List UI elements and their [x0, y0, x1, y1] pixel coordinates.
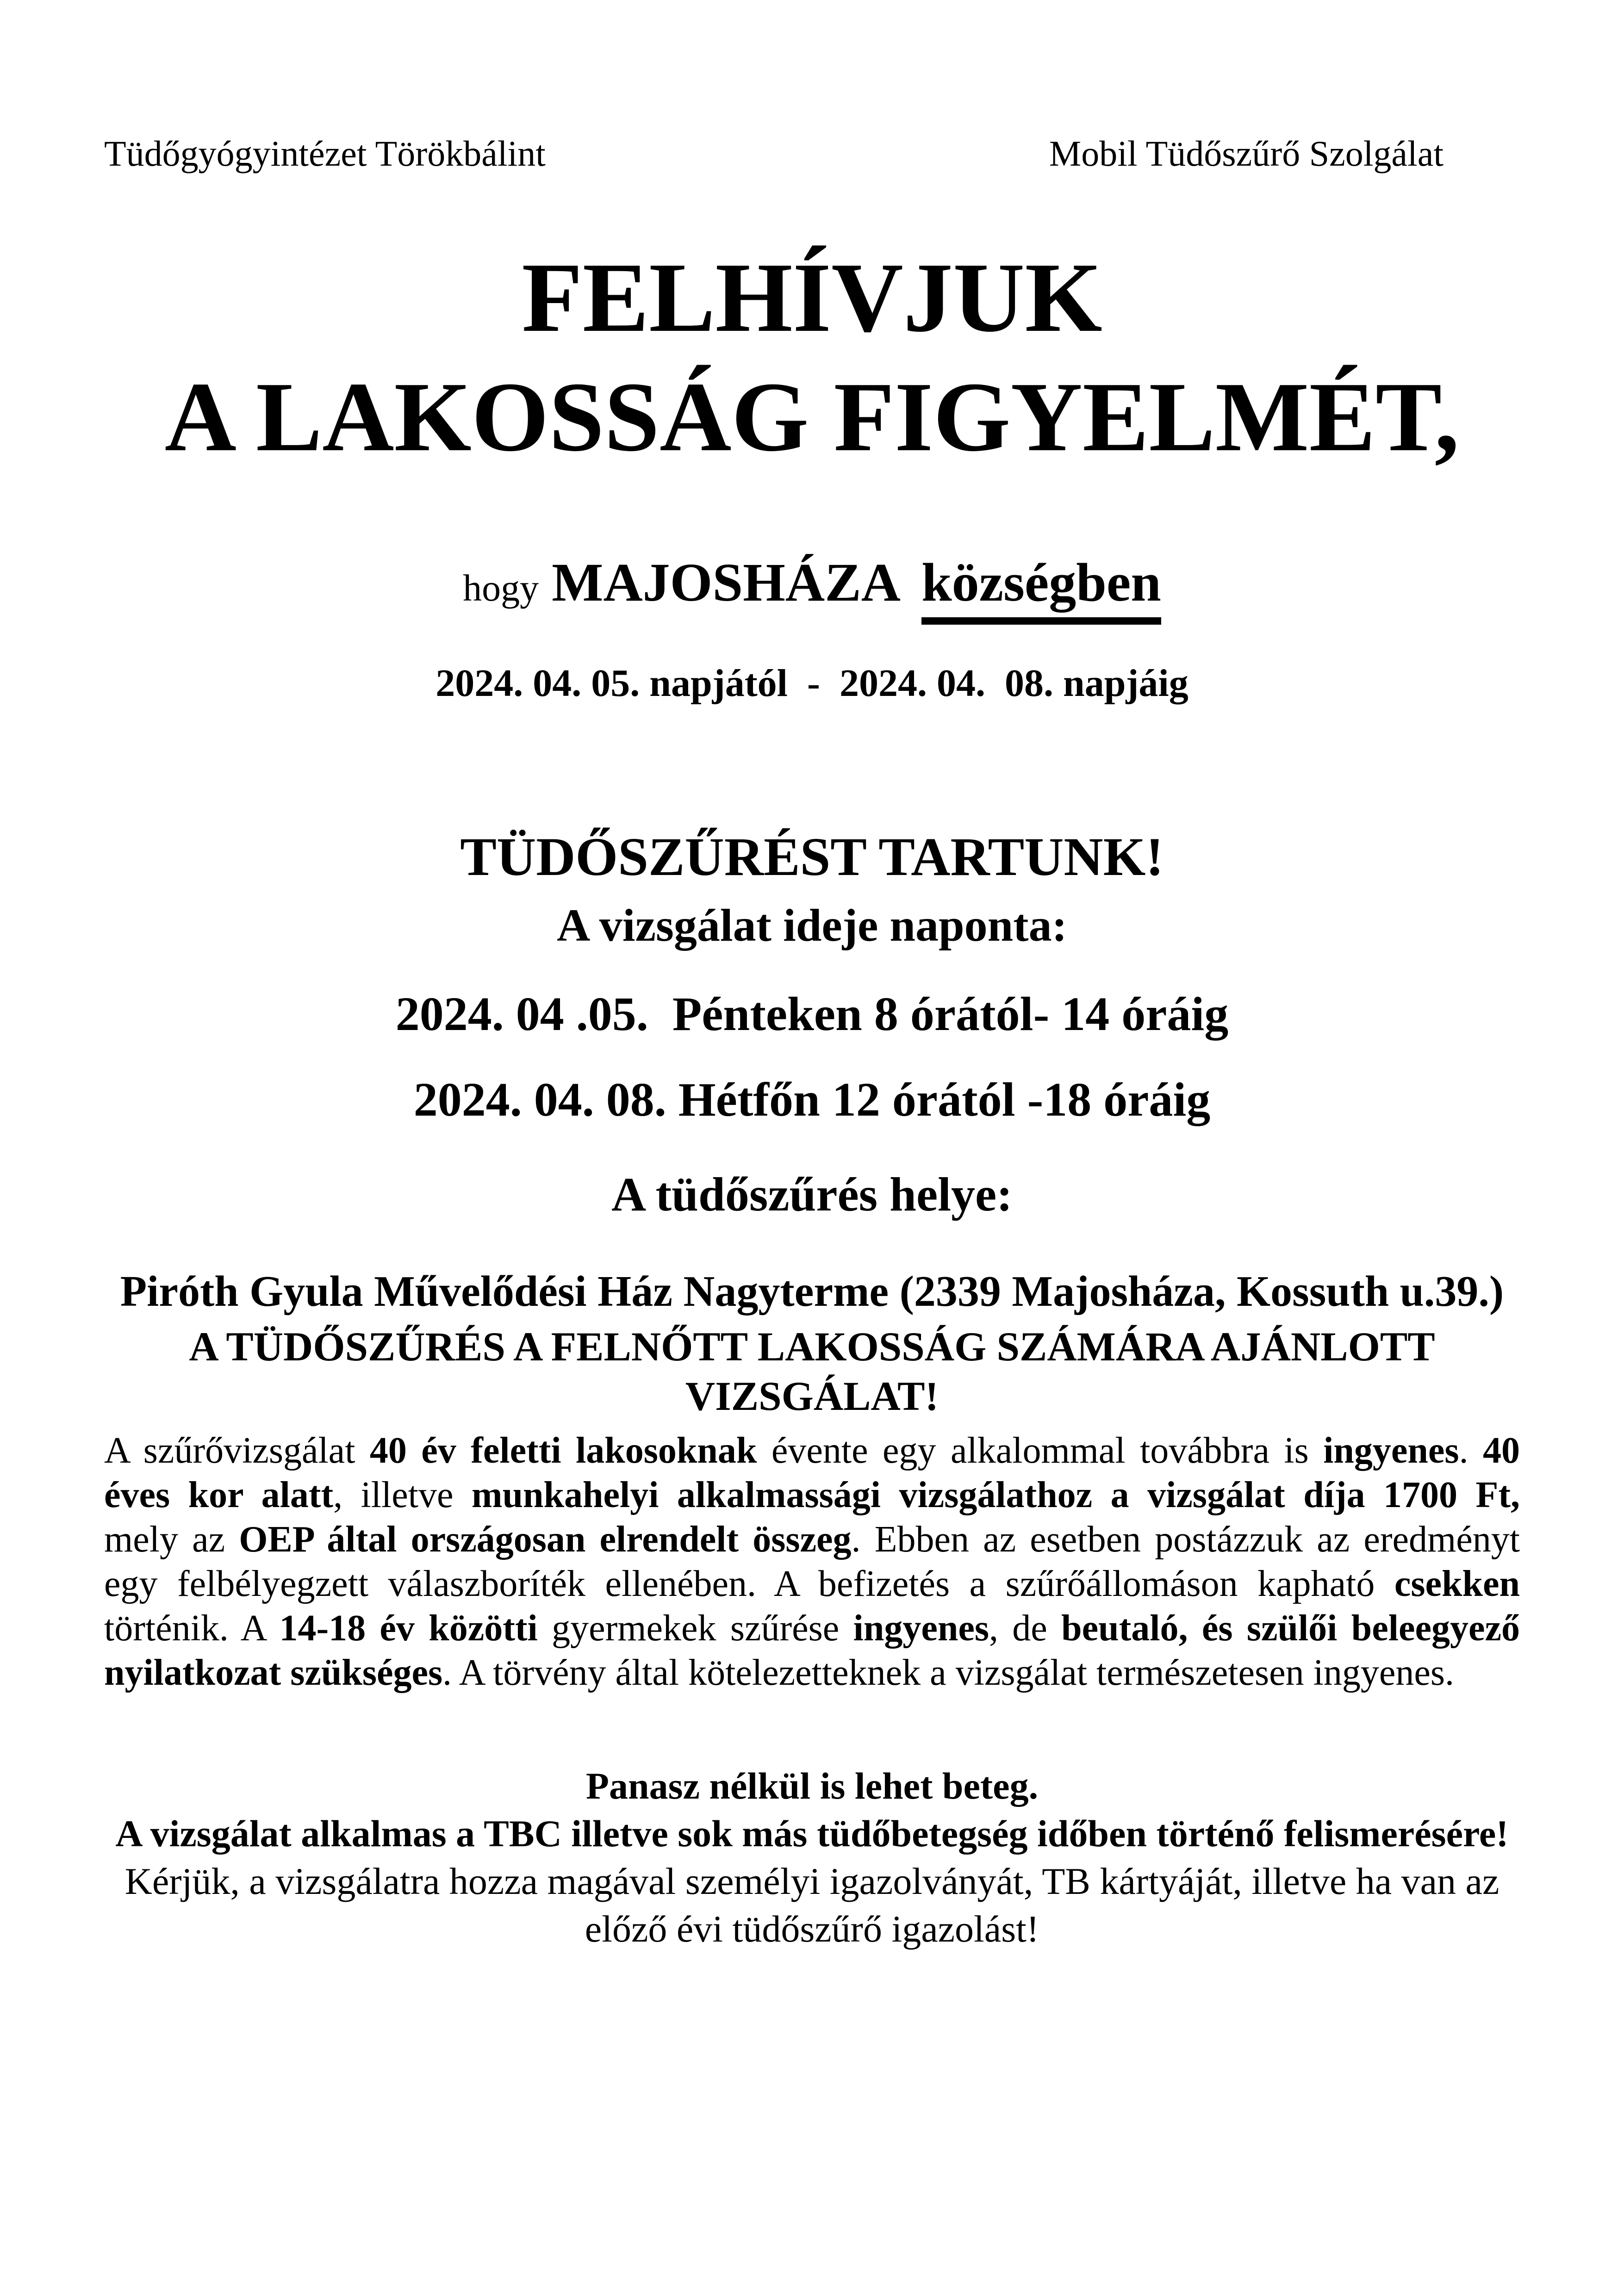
text-line: előző évi tüdőszűrő igazolást! — [585, 1907, 1039, 1950]
pricing-paragraph — [104, 1428, 1520, 1695]
text-line: mely az OEP által országosan elrendelt összeg. Ebben az esetben postázzuk az eredményt — [104, 1519, 1520, 1560]
text-line: nyilatkozat szükséges. A törvény által kötelezetteknek a vizsgálat természetesen ingyenes. — [104, 1652, 1454, 1693]
page-title-line-2: A LAKOSSÁG FIGYELMÉT, — [164, 361, 1460, 472]
recommendation-line-1: A TÜDŐSZŰRÉS A FELNŐTT LAKOSSÁG SZÁMÁRA AJÁNLOTT — [189, 1324, 1435, 1370]
date-range: 2024. 04. 05. napjától - 2024. 04. 08. napjáig — [436, 662, 1188, 705]
location-heading: A tüdőszűrés helye: — [611, 1167, 1013, 1221]
text-line: A vizsgálat alkalmas a TBC illetve sok más tüdőbetegség időben történő felismerésére! — [115, 1812, 1509, 1855]
screening-time-monday: 2024. 04. 08. Hétfőn 12 órától -18 óráig — [413, 1073, 1211, 1127]
village-suffix-underlined: községben — [921, 552, 1161, 625]
location-value: Piróth Gyula Művelődési Ház Nagyterme (2339 Majosháza, Kossuth u.39.) — [120, 1267, 1504, 1316]
page-title — [104, 238, 1520, 477]
text-line: Panasz nélkül is lehet beteg. — [585, 1764, 1039, 1807]
text-line: történik. A 14-18 év közötti gyermekek szűrése ingyenes, de beutaló, és szülői beleegyező — [104, 1607, 1520, 1649]
screening-heading: TÜDŐSZŰRÉST TARTUNK! — [460, 826, 1164, 887]
screening-time-friday: 2024. 04 .05. Pénteken 8 órától- 14 óráig — [395, 987, 1229, 1041]
village-line-prefix: hogy — [463, 566, 539, 609]
village-name: MAJOSHÁZA — [552, 552, 901, 613]
footer-notes — [104, 1762, 1520, 1953]
header-service-name: Mobil Tüdőszűrő Szolgálat — [1049, 133, 1444, 174]
text-line: éves kor alatt, illetve munkahelyi alkalmassági vizsgálathoz a vizsgálat díja 1700 Ft, — [104, 1474, 1520, 1515]
text-line: A szűrővizsgálat 40 év feletti lakosoknak évente egy alkalommal továbbra is ingyenes. 40 — [104, 1430, 1520, 1471]
screening-subheading: A vizsgálat ideje naponta: — [557, 900, 1067, 951]
header-institute-name: Tüdőgyógyintézet Törökbálint — [104, 133, 546, 174]
text-line: Kérjük, a vizsgálatra hozza magával személyi igazolványát, TB kártyáját, illetve ha van az — [124, 1860, 1500, 1902]
recommendation-line-2: VIZSGÁLAT! — [685, 1373, 939, 1419]
text-line: egy felbélyegzett válaszboríték ellenében. A befizetés a szűrőállomáson kapható csekken — [104, 1563, 1520, 1604]
village-line — [104, 548, 1520, 617]
page-title-line-1: FELHÍVJUK — [522, 242, 1102, 353]
recommendation-heading — [104, 1322, 1520, 1421]
document-header — [104, 132, 1520, 175]
